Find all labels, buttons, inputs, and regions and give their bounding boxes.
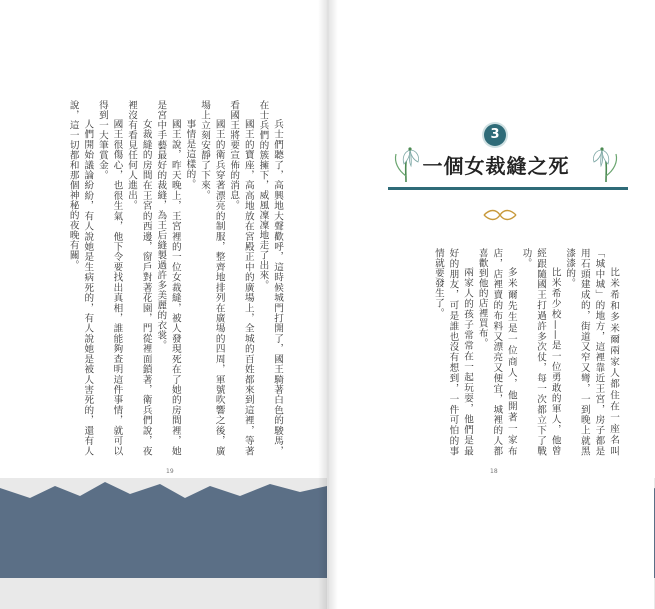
left-page bbox=[0, 0, 327, 609]
paragraph: 比米希和多米爾兩家人都住在一座名叫「城中城」的地方，這裡靠近王宮，房子都是用石頭建成的，街道又窄又彎，一到晚上就黑漆漆的。 bbox=[564, 248, 619, 456]
paragraph: 兩家人的孩子常常在一起玩耍，他們是最好的朋友，可是誰也沒有想到，一件可怕的事情就要發生了。 bbox=[432, 248, 474, 456]
paragraph: 國王的寶座，高高地放在宮殿正中的廣場上，全城的百姓都來到這裡，等著看國王將要宣佈的消息。 bbox=[228, 100, 254, 456]
paragraph: 兵士們聽了，高興地大聲歡呼，這時候城門打開了，國王騎著白色的駿馬，在士兵們的簇擁下，威風凜凜地走了出來。 bbox=[257, 100, 283, 456]
snowdrop-flower-icon bbox=[584, 140, 628, 184]
paragraph: 多米爾先生是一位商人，他開著一家布店，店裡賣的布料又漂亮又便宜，城裡的人都喜歡到他的店裡買布。 bbox=[476, 248, 517, 456]
right-page-body bbox=[392, 248, 620, 456]
left-page-body bbox=[36, 100, 284, 456]
paragraph: 國王很傷心，也很生氣，他下令要找出真相，誰能夠查明這件事情，就可以得到一大筆賞金。 bbox=[96, 100, 123, 456]
chapter-title: 一個女裁縫之死 bbox=[422, 154, 570, 178]
torn-paper-edge-icon bbox=[0, 478, 327, 609]
paragraph: 國王說，昨天晚上，王宮裡的一位女裁縫，被人發現死在了她的房間裡，她是宮中手藝最好的裁縫，為王后縫製過許多美麗的衣裳。 bbox=[155, 100, 181, 456]
paragraph: 比米希少校——是一位勇敢的軍人，他曾經跟隨國王打過許多次仗，每一次都立下了戰功。 bbox=[520, 248, 561, 456]
paragraph: 人們開始議論紛紛，有人說她是生病死的，有人說她是被人害死的，還有人說，這一切都和那個神秘的夜晚有關。 bbox=[67, 100, 94, 456]
paragraph: 國王的衛兵穿著漂亮的制服，整齊地排列在廣場的四周，軍號吹響之後，廣場上立刻安靜了下來。 bbox=[199, 100, 225, 456]
chapter-heading bbox=[388, 118, 628, 198]
paragraph: 事情是這樣的。 bbox=[184, 119, 196, 190]
left-page-number: 19 bbox=[166, 468, 174, 475]
right-page-number: 18 bbox=[490, 468, 498, 475]
paragraph: 女裁縫的房間在王宮的西邊，窗戶對著花園，門從裡面鎖著，衛兵們說，夜裡沒有看見任何人進出。 bbox=[126, 100, 152, 456]
chapter-underline bbox=[388, 187, 628, 190]
decorative-band-left bbox=[0, 478, 327, 609]
flourish-ornament-icon bbox=[482, 208, 518, 222]
chapter-number-badge: 3 bbox=[484, 124, 506, 146]
